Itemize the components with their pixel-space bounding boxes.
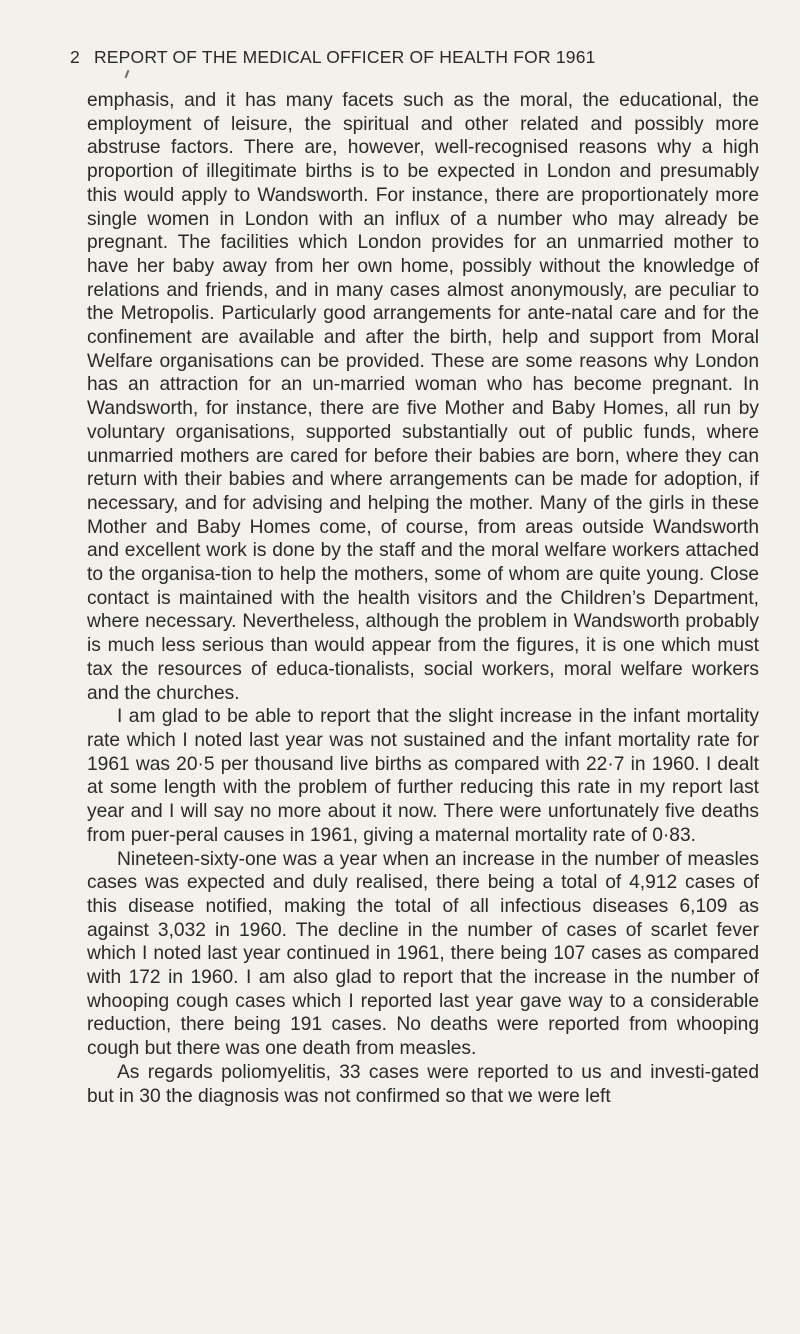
paragraph-infant-mortality: I am glad to be able to report that the slight increase in the infant mortality rate which I noted last year was not sustained and the infant mortality rate for 1961 was 20·5 per thousand live births as compared with 22·7 in 1960. I dealt at some length with the problem of further reducing this rate in my report last year and I will say no more about it now. There were unfortunately five deaths from puer-peral causes in 1961, giving a maternal mortality rate of 0·83.	[87, 706, 759, 846]
paragraph-illegitimacy: emphasis, and it has many facets such as the moral, the educational, the employment of leisure, the spiritual and other related and possibly more abstruse factors. There are, however, well-recognised reasons why a high proportion of illegitimate births is to be expected in London and presumably this would apply to Wandsworth. For instance, there are proportionately more single women in London with an influx of a number who may already be pregnant. The facilities which London provides for an unmarried mother to have her baby away from her own home, possibly without the knowledge of relations and friends, and in many cases almost anonymously, are peculiar to the Metropolis. Particularly good arrangements for ante-natal care and for the confinement are available and after the birth, help and support from Moral Welfare organisations can be provided. These are some reasons why London has an attraction for an un-married woman who has become pregnant. In Wandsworth, for instance, there are five Mother and Baby Homes, all run by voluntary organisations, supported substantially out of public funds, where unmarried mothers are cared for before their babies are born, where they can return with their babies and where arrangements can be made for adoption, if necessary, and for advising and helping the mother. Many of the girls in these Mother and Baby Homes come, of course, from areas outside Wandsworth and excellent work is done by the staff and the moral welfare workers attached to the organisa-tion to help the mothers, some of whom are quite young. Close contact is maintained with the health visitors and the Children’s Department, where necessary. Nevertheless, although the problem in Wandsworth probably is much less serious than would appear from the figures, it is one which must tax the resources of educa-tionalists, social workers, moral welfare workers and the churches.	[87, 90, 759, 704]
print-mark	[125, 70, 130, 78]
running-header	[70, 47, 730, 68]
body-text	[87, 89, 759, 1108]
paragraph-infectious-diseases: Nineteen-sixty-one was a year when an increase in the number of measles cases was expected and duly realised, there being a total of 4,912 cases of this disease notified, making the total of all infectious diseases 6,109 as against 3,032 in 1960. The decline in the number of cases of scarlet fever which I noted last year continued in 1961, there being 107 cases as compared with 172 in 1960. I am also glad to report that the increase in the number of whooping cough cases which I reported last year gave way to a considerable reduction, there being 191 cases. No deaths were reported from whooping cough but there was one death from measles.	[87, 848, 759, 1060]
report-title: REPORT OF THE MEDICAL OFFICER OF HEALTH FOR 1961	[93, 47, 596, 67]
page-number: 2	[70, 47, 80, 67]
paragraph-poliomyelitis: As regards poliomyelitis, 33 cases were reported to us and investi-gated but in 30 the diagnosis was not confirmed so that we were left	[87, 1061, 759, 1107]
